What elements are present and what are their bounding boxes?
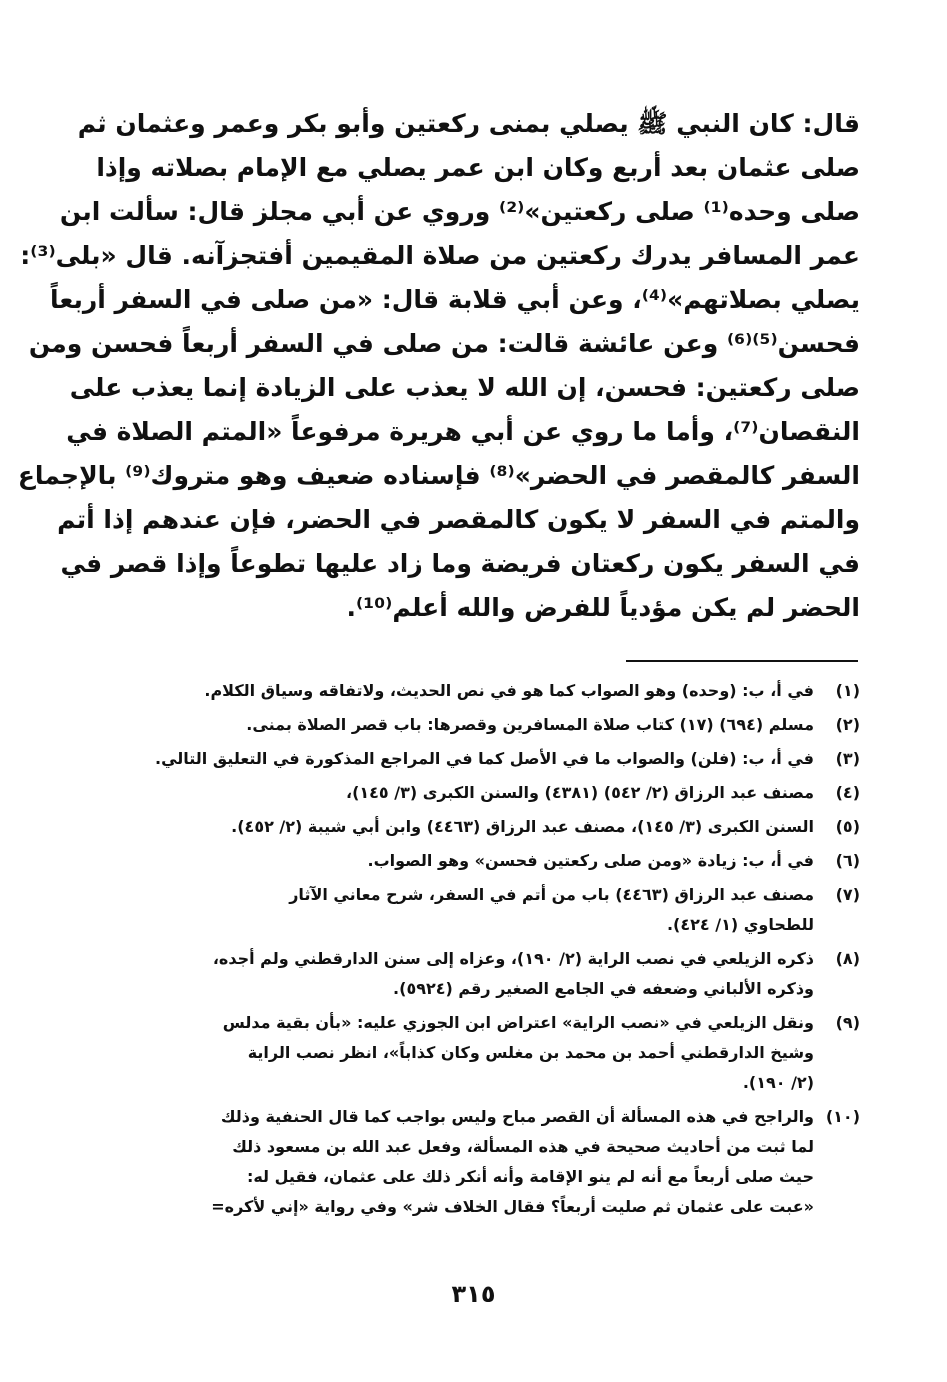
main-text-line: عمر المسافر يدرك ركعتين من صلاة المقيمين أفتجزآنه. قال «بلى⁽³⁾: bbox=[20, 241, 860, 270]
footnote-line: والراجح في هذه المسألة أن القصر مباح وليس بواجب كما قال الحنفية وذلك bbox=[220, 1107, 814, 1126]
footnote-line: حيث صلى أربعاً مع أنه لم ينو الإقامة وأنه أنكر ذلك على عثمان، فقيل له: bbox=[246, 1167, 814, 1186]
footnote-number: (٥) bbox=[835, 817, 860, 836]
footnote-2 bbox=[160, 710, 860, 740]
main-text-line: قال: كان النبي ﷺ يصلي بمنى ركعتين وأبو بكر وعمر وعثمان ثم bbox=[77, 109, 860, 138]
footnote-number: (٦) bbox=[835, 851, 860, 870]
footnote-line: السنن الكبرى (٣/ ١٤٥)، مصنف عبد الرزاق (٤٤٦٣) وابن أبي شيبة (٢/ ٤٥٢). bbox=[231, 817, 814, 836]
main-text-block bbox=[17, 102, 860, 630]
footnote-5 bbox=[160, 812, 860, 842]
footnote-line: مصنف عبد الرزاق (٢/ ٥٤٢) (٤٣٨١) والسنن الكبرى (٣/ ١٤٥)، bbox=[346, 783, 814, 802]
footnote-body bbox=[160, 812, 814, 842]
footnote-line: لما ثبت من أحاديث صحيحة في هذه المسألة، وفعل عبد الله بن مسعود ذلك bbox=[232, 1137, 814, 1156]
footnote-body bbox=[160, 1008, 814, 1098]
footnote-number: (٣) bbox=[835, 749, 860, 768]
footnote-number: (٤) bbox=[835, 783, 860, 802]
main-text-line: والمتم في السفر لا يكون كالمقصر في الحضر، فإن عندهم إذا أتم bbox=[57, 505, 860, 534]
footnote-line: ونقل الزيلعي في «نصب الراية» اعتراض ابن الجوزي عليه: «بأن بقية مدلس bbox=[222, 1013, 814, 1032]
main-text-line: فحسن⁽⁵⁾⁽⁶⁾ وعن عائشة قالت: من صلى في السفر أربعاً فحسن ومن bbox=[28, 329, 860, 358]
footnote-3 bbox=[154, 744, 860, 774]
footnote-line: في أ، ب: زيادة «ومن صلى ركعتين فحسن» وهو الصواب. bbox=[367, 851, 814, 870]
page-number: ٣١٥ bbox=[451, 1280, 496, 1308]
footnote-divider bbox=[626, 660, 858, 662]
footnote-body bbox=[160, 944, 814, 1004]
main-text-line: الحضر لم يكن مؤدياً للفرض والله أعلم⁽¹⁰⁾. bbox=[346, 593, 860, 622]
main-text-line: صلى وحده⁽¹⁾ صلى ركعتين»⁽²⁾ وروي عن أبي مجلز قال: سألت ابن bbox=[59, 197, 860, 226]
main-text-line: يصلي بصلاتهم»⁽⁴⁾، وعن أبي قلابة قال: «من صلى في السفر أربعاً bbox=[49, 285, 860, 314]
footnote-body bbox=[160, 676, 814, 706]
footnote-number: (٨) bbox=[835, 949, 860, 968]
footnote-body bbox=[160, 846, 814, 876]
footnote-body bbox=[160, 880, 814, 940]
footnote-8 bbox=[160, 944, 860, 1004]
footnote-line: مصنف عبد الرزاق (٤٤٦٣) باب من أتم في السفر، شرح معاني الآثار bbox=[289, 885, 814, 904]
footnote-7 bbox=[160, 880, 860, 940]
footnote-10 bbox=[160, 1102, 860, 1222]
footnote-body bbox=[160, 1102, 814, 1222]
main-text-line: صلى ركعتين: فحسن، إن الله لا يعذب على الزيادة إنما يعذب على bbox=[69, 373, 860, 402]
footnote-number: (٧) bbox=[835, 885, 860, 904]
footnote-line: ذكره الزيلعي في نصب الراية (٢/ ١٩٠)، وعزاه إلى سنن الدارقطني ولم أجده، bbox=[212, 949, 814, 968]
footnote-line: مسلم (٦٩٤) (١٧) كتاب صلاة المسافرين وقصرها: باب قصر الصلاة بمنى. bbox=[246, 715, 814, 734]
footnotes-block bbox=[154, 676, 860, 1226]
footnote-line: وذكره الألباني وضعفه في الجامع الصغير رقم (٥٩٢٤). bbox=[393, 979, 814, 998]
footnote-body bbox=[155, 744, 814, 774]
footnote-4 bbox=[160, 778, 860, 808]
footnote-line: (٢/ ١٩٠). bbox=[742, 1073, 814, 1092]
footnote-body bbox=[160, 778, 814, 808]
footnote-number: (٩) bbox=[835, 1013, 860, 1032]
footnote-9 bbox=[160, 1008, 860, 1098]
footnote-body bbox=[160, 710, 814, 740]
footnote-line: في أ، ب: (فلن) والصواب ما في الأصل كما في المراجع المذكورة في التعليق التالي. bbox=[154, 749, 814, 768]
main-text-line: السفر كالمقصر في الحضر»⁽⁸⁾ فإسناده ضعيف وهو متروك⁽⁹⁾ بالإجماع bbox=[17, 461, 860, 490]
footnote-number: (٢) bbox=[835, 715, 860, 734]
footnote-number: (١) bbox=[835, 681, 860, 700]
footnote-line: وشيخ الدارقطني أحمد بن محمد بن مغلس وكان كذاباً»، انظر نصب الراية bbox=[247, 1043, 814, 1062]
footnote-line: للطحاوي (١/ ٤٢٤). bbox=[666, 915, 814, 934]
footnote-number: (١٠) bbox=[825, 1107, 860, 1126]
footnote-line: «عبت على عثمان ثم صليت أربعاً؟ فقال الخلاف شر» وفي رواية «إني لأكره= bbox=[211, 1197, 814, 1216]
main-text-line: في السفر يكون ركعتان فريضة وما زاد عليها تطوعاً وإذا قصر في bbox=[60, 549, 860, 578]
footnote-6 bbox=[160, 846, 860, 876]
main-text-line: النقصان⁽⁷⁾، وأما ما روي عن أبي هريرة مرفوعاً «المتم الصلاة في bbox=[66, 417, 860, 446]
footnote-line: في أ، ب: (وحده) وهو الصواب كما هو في نص الحديث، ولاتفاقه وسياق الكلام. bbox=[204, 681, 814, 700]
footnote-1 bbox=[160, 676, 860, 706]
main-text-line: صلى عثمان بعد أربع وكان ابن عمر يصلي مع الإمام بصلاته وإذا bbox=[96, 153, 860, 182]
